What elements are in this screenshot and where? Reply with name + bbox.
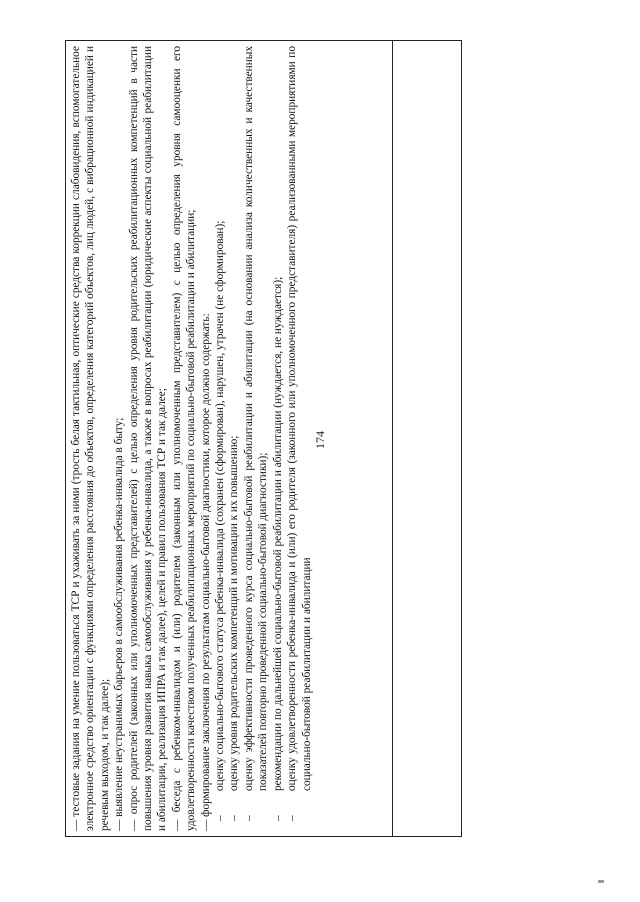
column-divider <box>392 40 393 837</box>
page-number: 174 <box>313 431 327 449</box>
scan-mark <box>598 880 604 883</box>
content-cell <box>65 40 392 837</box>
paragraph-conclusion: — формирование заключения по результатам социально-бытовой диагностики, которое должно содержать: <box>199 313 212 831</box>
paragraph-barriers: — выявление неустранимых барьеров в самообслуживания ребенка-инвалида в быту; <box>113 417 126 831</box>
list-item: – оценку социально-бытового статуса ребенка-инвалида (сохранен (сформирован), нарушен, утрачен (не сформирован); <box>213 46 227 831</box>
list-item: – оценку удовлетворенности ребенка-инвалида и (или) его родителя (законного или уполномоченного представителя) реализованными мероприятиями по социально-бытовой реабилитации и абилитации <box>285 46 314 831</box>
paragraph-parent-survey: — опрос родителей (законных или уполномоченных представителей) с целью определения уровня родительских реабилитационных компетенций в части повышения уровня развития навыка самообслуживания у ребенка-инвалида, а также в вопросах реабилитации (юридические аспекты социальной реабилитации и абилитации, реализация ИПРА и так далее), целей и правил пользования ТСР и так далее; <box>127 46 169 831</box>
list-item: – оценку уровня родительских компетенций и мотивации к их повышению; <box>227 46 241 831</box>
paragraph-conversation: — беседа с ребенком-инвалидом и (или) родителем (законным или уполномоченным представителем) с целью определения уровня самооценки его удовлетворенности качеством полученных реабилитационных мероприятий по социально-бытовой реабилитации и абилитации; <box>170 46 198 831</box>
conclusion-list <box>213 46 314 831</box>
list-item: – оценку эффективности проведенного курса социально-бытовой реабилитации и абилитации (на основании анализа количественных и качественных показателей повторно проведенной социально-бытовой диагностики); <box>242 46 271 831</box>
content-text <box>65 40 392 837</box>
paragraph-test-tasks: — тестовые задания на умение пользоваться ТСР и ухаживать за ними (трость белая тактильная, оптические средства коррекции слабовидения, вспомогательное электронное средство ориентации с функциями определения расстояния до объектов, определения категорий объектов, лиц людей, с вибрационной индикацией и речевым выходом, и так далее); <box>70 46 111 831</box>
list-item: – рекомендации по дальнейшей социально-бытовой реабилитации и абилитации (нуждается, не нуждается); <box>271 46 285 831</box>
